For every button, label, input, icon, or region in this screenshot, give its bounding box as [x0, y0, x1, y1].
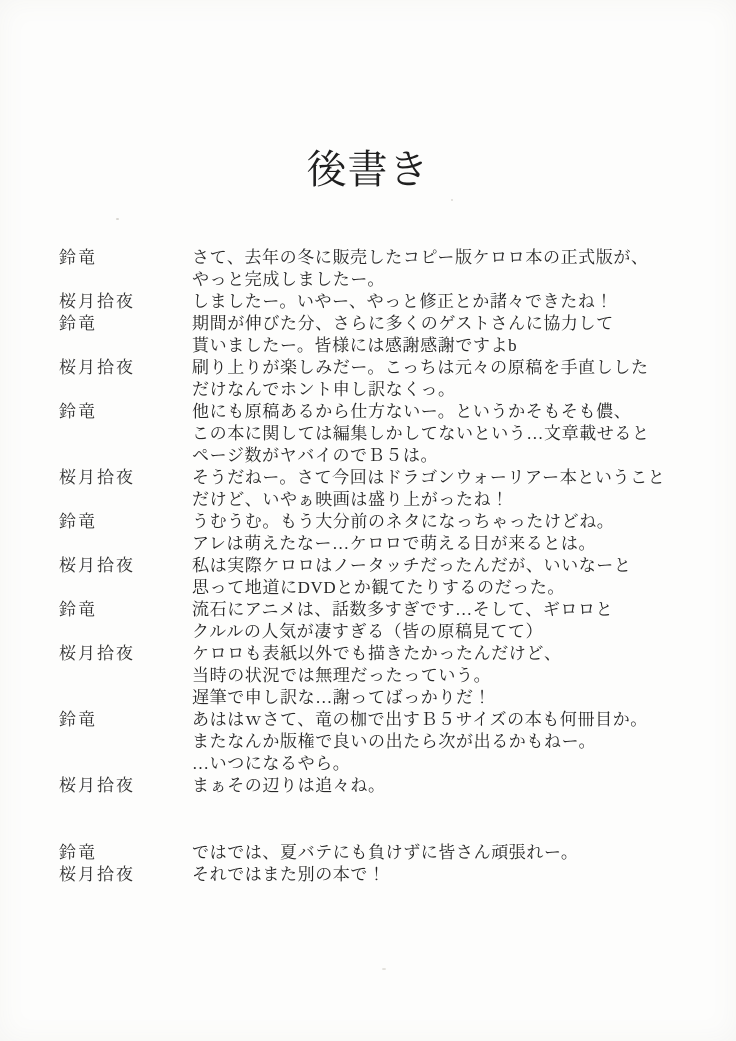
- dialogue-line: 流石にアニメは、話数多すぎです…そして、ギロロと: [192, 600, 614, 619]
- dialogue-entry: [59, 643, 684, 709]
- dialogue-lines: [192, 511, 684, 555]
- dialogue-entry: [59, 842, 684, 864]
- dialogue-entry: [59, 864, 684, 886]
- dialogue-line: 刷り上りが楽しみだー。こっちは元々の原稿を手直しした: [192, 358, 649, 377]
- dialogue-line: ではでは、夏バテにも負けずに皆さん頑張れー。: [192, 843, 579, 862]
- dialogue-line: 思って地道にDVDとか観てたりするのだった。: [192, 578, 566, 597]
- dialogue-line: …いつになるやら。: [192, 754, 351, 773]
- dialogue-lines: [192, 467, 684, 511]
- dialogue-lines: [192, 357, 684, 401]
- dialogue-lines: [192, 247, 684, 291]
- dialogue-lines: [192, 864, 684, 886]
- dialogue-line: またなんか版権で良いの出たら次が出るかもねー。: [192, 732, 597, 751]
- dialogue-main: [59, 247, 684, 797]
- dialogue-line: ケロロも表紙以外でも描きたかったんだけど、: [192, 644, 562, 663]
- speaker-name: 桜月拾夜: [59, 358, 135, 377]
- dialogue-line: 期間が伸びた分、さらに多くのゲストさんに協力して: [192, 314, 614, 333]
- dialogue-entry: [59, 313, 684, 357]
- speaker-name: 鈴竜: [59, 248, 97, 267]
- speaker-name: 鈴竜: [59, 710, 97, 729]
- speaker-name: 鈴竜: [59, 843, 97, 862]
- dialogue-entry: [59, 775, 684, 797]
- dialogue-line: この本に関しては編集しかしてないという…文章載せると: [192, 424, 650, 443]
- dialogue-line: 他にも原稿あるから仕方ないー。というかそもそも儂、: [192, 402, 632, 421]
- dialogue-lines: [192, 555, 684, 599]
- dialogue-line: あははｗさて、竜の枷で出すＢ５サイズの本も何冊目か。: [192, 710, 648, 729]
- dialogue-lines: [192, 401, 684, 467]
- dialogue-closing: [59, 842, 684, 886]
- scan-speck: [451, 199, 453, 201]
- dialogue-entry: [59, 599, 684, 643]
- dialogue-lines: [192, 291, 684, 313]
- dialogue-line: だけなんでホント申し訳なくっ。: [192, 380, 456, 399]
- dialogue-line: ページ数がヤバイのでＢ５は。: [192, 446, 439, 465]
- dialogue-section: [59, 247, 684, 886]
- scan-speck: [382, 968, 386, 970]
- dialogue-entry: [59, 247, 684, 291]
- dialogue-line: 当時の状況では無理だったっていう。: [192, 666, 492, 685]
- speaker-name: 桜月拾夜: [59, 644, 135, 663]
- speaker-name: 桜月拾夜: [59, 556, 135, 575]
- dialogue-line: まぁその辺りは追々ね。: [192, 776, 386, 795]
- dialogue-lines: [192, 709, 684, 775]
- dialogue-line: それではまた別の本で！: [192, 865, 386, 884]
- dialogue-entry: [59, 291, 684, 313]
- page-title: 後書き: [306, 147, 430, 192]
- speaker-name: 鈴竜: [59, 512, 97, 531]
- speaker-name: 鈴竜: [59, 600, 97, 619]
- speaker-name: 鈴竜: [59, 402, 97, 421]
- dialogue-lines: [192, 599, 684, 643]
- dialogue-line: やっと完成しましたー。: [192, 270, 385, 289]
- dialogue-entry: [59, 555, 684, 599]
- speaker-name: 桜月拾夜: [59, 865, 135, 884]
- dialogue-line: アレは萌えたなー…ケロロで萌える日が来るとは。: [192, 534, 597, 553]
- speaker-name: 鈴竜: [59, 314, 97, 333]
- dialogue-line: さて、去年の冬に販売したコピー版ケロロ本の正式版が、: [192, 248, 649, 267]
- speaker-name: 桜月拾夜: [59, 468, 135, 487]
- dialogue-line: 貰いましたー。皆様には感謝感謝ですよb: [192, 336, 518, 355]
- scan-speck: [116, 218, 119, 220]
- dialogue-entry: [59, 709, 684, 775]
- dialogue-entry: [59, 467, 684, 511]
- dialogue-lines: [192, 775, 684, 797]
- dialogue-line: しましたー。いやー、やっと修正とか諸々できたね！: [192, 292, 614, 311]
- dialogue-entry: [59, 357, 684, 401]
- dialogue-line: 遅筆で申し訳な…謝ってばっかりだ！: [192, 688, 492, 707]
- speaker-name: 桜月拾夜: [59, 292, 135, 311]
- dialogue-lines: [192, 313, 684, 357]
- dialogue-line: 私は実際ケロロはノータッチだったんだが、いいなーと: [192, 556, 632, 575]
- dialogue-entry: [59, 511, 684, 555]
- dialogue-entry: [59, 401, 684, 467]
- dialogue-line: うむうむ。もう大分前のネタになっちゃったけどね。: [192, 512, 615, 531]
- dialogue-line: だけど、いやぁ映画は盛り上がったね！: [192, 490, 509, 509]
- dialogue-line: クルルの人気が凄すぎる（皆の原稿見てて）: [192, 622, 544, 641]
- dialogue-lines: [192, 643, 684, 709]
- dialogue-lines: [192, 842, 684, 864]
- dialogue-line: そうだねー。さて今回はドラゴンウォーリアー本ということ: [192, 468, 666, 487]
- speaker-name: 桜月拾夜: [59, 776, 135, 795]
